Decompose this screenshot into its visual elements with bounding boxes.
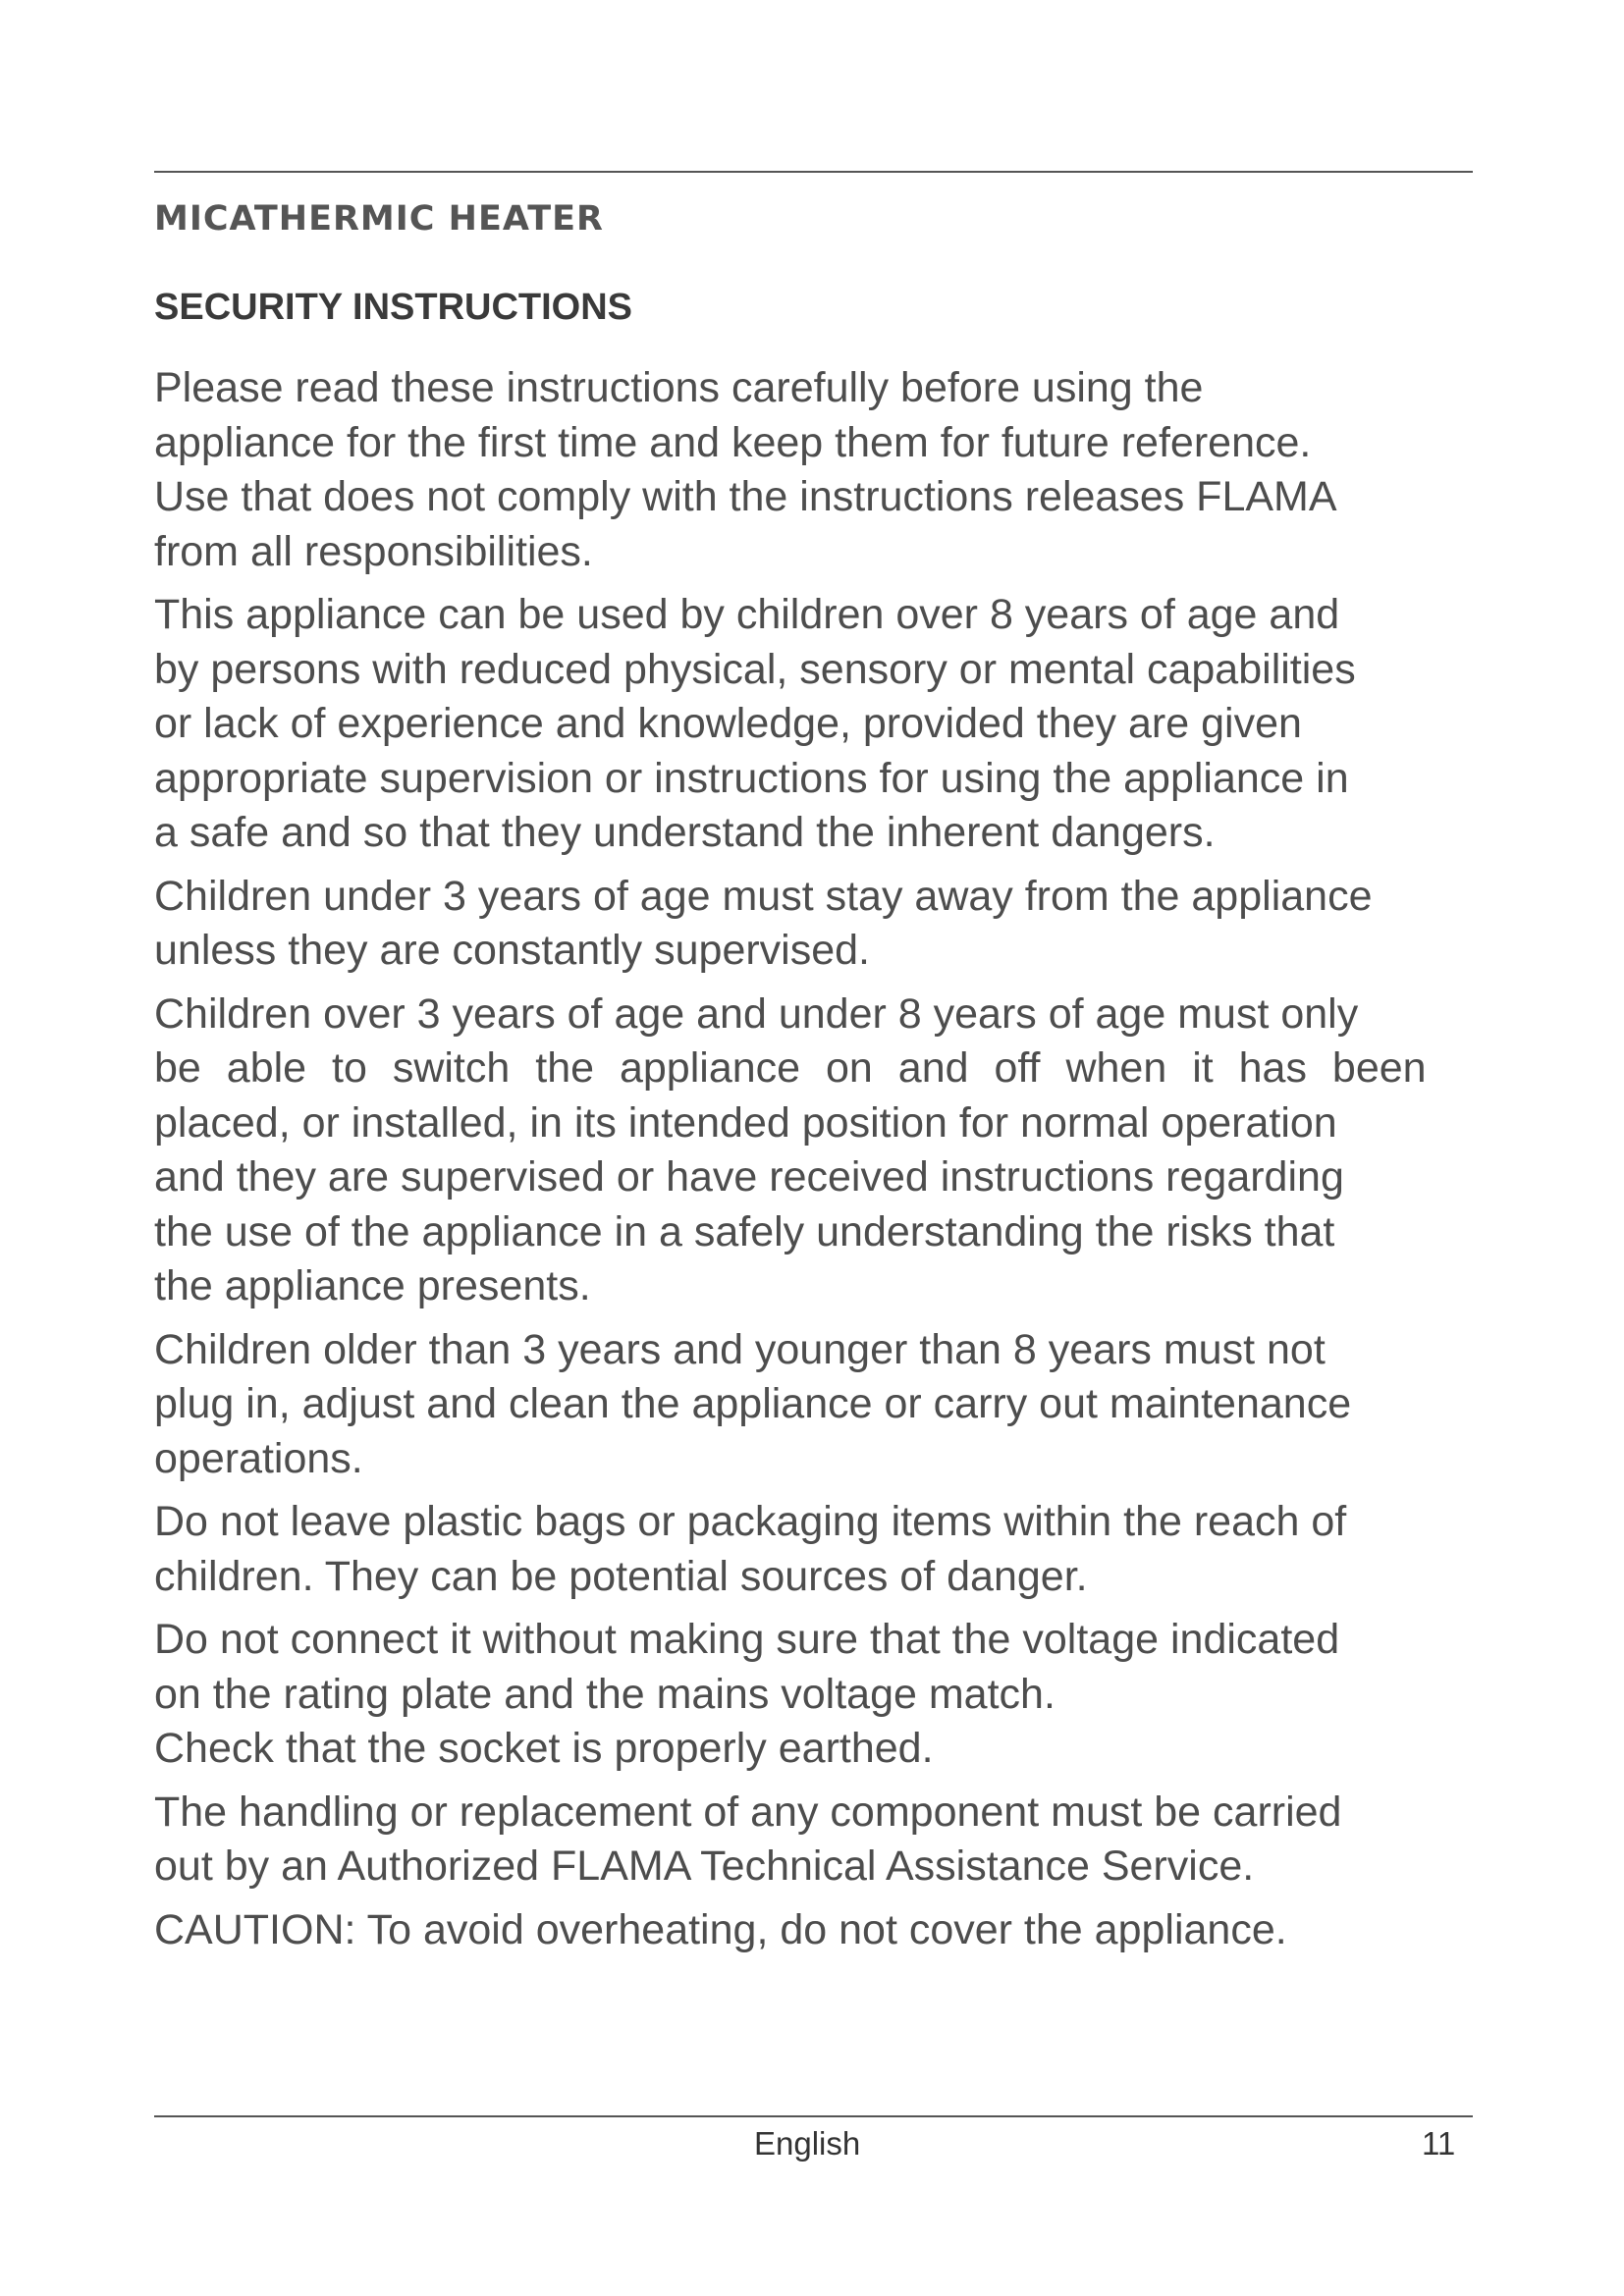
text-line: the appliance presents. [154,1262,591,1309]
paragraph-voltage [154,1613,1529,1722]
text-line: appliance for the first time and keep them for future reference. [154,418,1312,466]
paragraph-children-over-8 [154,588,1529,861]
text-line: Check that the socket is properly earthed. [154,1725,934,1772]
paragraph-earthed-socket [154,1722,1529,1777]
text-line: or lack of experience and knowledge, provided they are given [154,700,1302,747]
product-title: MICATHERMIC HEATER [154,199,604,239]
text-line: Children older than 3 years and younger than 8 years must not [154,1325,1326,1373]
text-line: unless they are constantly supervised. [154,927,871,974]
footer-divider [154,2115,1473,2117]
text-line: Use that does not comply with the instructions releases FLAMA [154,473,1337,520]
paragraph-children-under-3 [154,870,1529,979]
text-line: on the rating plate and the mains voltage match. [154,1670,1056,1718]
text-line: Do not leave plastic bags or packaging items within the reach of [154,1498,1347,1545]
text-line: Children over 3 years of age and under 8 years of age must only [154,989,1359,1038]
paragraph-children-3-to-8-operation [154,988,1529,1314]
text-line: Do not connect it without making sure that the voltage indicated [154,1616,1340,1663]
paragraph-children-3-to-8-maintenance [154,1323,1529,1487]
text-line: Children under 3 years of age must stay away from the appliance [154,872,1373,920]
paragraph-authorized-service [154,1786,1529,1895]
text-line: appropriate supervision or instructions for using the appliance in [154,754,1349,802]
text-line: from all responsibilities. [154,527,593,575]
paragraph-plastic-bags [154,1495,1529,1604]
text-line: by persons with reduced physical, sensory or mental capabilities [154,645,1356,693]
text-line: CAUTION: To avoid overheating, do not cover the appliance. [154,1905,1287,1953]
page-number: 11 [1422,2125,1456,2162]
text-line: and they are supervised or have received instructions regarding [154,1153,1344,1201]
section-title: SECURITY INSTRUCTIONS [154,287,633,328]
text-line: a safe and so that they understand the inherent dangers. [154,809,1216,856]
text-line: out by an Authorized FLAMA Technical Assistance Service. [154,1842,1255,1890]
footer-language: English [754,2125,861,2162]
instructions-body [154,361,1529,1966]
paragraph-read-instructions [154,361,1529,579]
text-line: This appliance can be used by children over 8 years of age and [154,591,1340,638]
text-line: be able to switch the appliance on and off when it has been [154,1044,1427,1092]
text-line: placed, or installed, in its intended position for normal operation [154,1098,1337,1147]
text-line: The handling or replacement of any component must be carried [154,1788,1342,1836]
text-line: children. They can be potential sources of danger. [154,1552,1088,1600]
header-divider [154,171,1473,173]
text-line: plug in, adjust and clean the appliance or carry out maintenance [154,1380,1352,1427]
text-line: the use of the appliance in a safely understanding the risks that [154,1207,1335,1255]
text-line: Please read these instructions carefully before using the [154,364,1204,411]
paragraph-caution [154,1903,1529,1958]
text-line: operations. [154,1434,363,1482]
